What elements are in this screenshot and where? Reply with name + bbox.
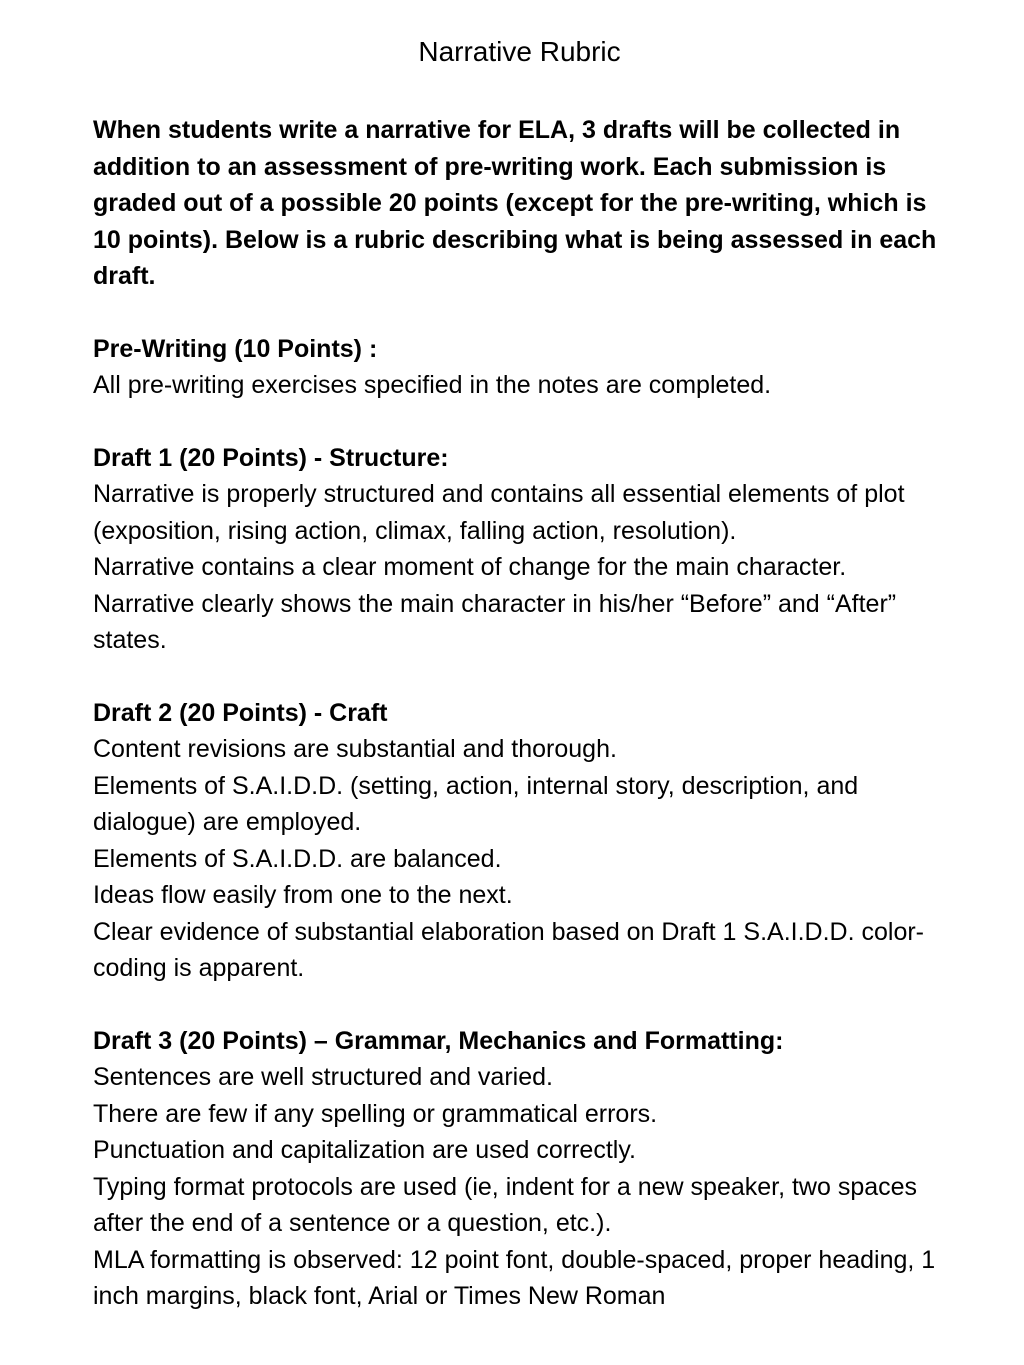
criterion-line: MLA formatting is observed: 12 point font, double-spaced, proper heading, 1 inch margins, black font, Arial or Times New Roman bbox=[93, 1245, 936, 1310]
section-heading: Draft 3 (20 Points) – Grammar, Mechanics and Formatting: bbox=[93, 1026, 784, 1055]
criterion-line: There are few if any spelling or grammatical errors. bbox=[93, 1099, 658, 1128]
criterion-line: Narrative is properly structured and contains all essential elements of plot (exposition, rising action, climax, falling action, resolution). bbox=[93, 480, 905, 545]
section-draft-3 bbox=[93, 1023, 952, 1315]
section-draft-2 bbox=[93, 695, 952, 987]
criterion-line: Sentences are well structured and varied. bbox=[93, 1063, 553, 1091]
criterion-line: Typing format protocols are used (ie, indent for a new speaker, two spaces after the end of a sentence or a question, etc.). bbox=[93, 1172, 918, 1237]
section-prewriting bbox=[93, 331, 952, 404]
criterion-line: Elements of S.A.I.D.D. are balanced. bbox=[93, 844, 502, 873]
criterion-line: Narrative clearly shows the main character in his/her “Before” and “After” states. bbox=[93, 589, 897, 654]
intro-paragraph: When students write a narrative for ELA, 3 drafts will be collected in addition to an assessment of pre-writing work. Each submission is graded out of a possible 20 points (except for the pre-writing, which is 10 points). Below is a rubric describing what is being assessed in each draft. bbox=[93, 116, 937, 290]
criterion-line: All pre-writing exercises specified in the notes are completed. bbox=[93, 371, 772, 399]
criterion-line: Punctuation and capitalization are used correctly. bbox=[93, 1136, 636, 1164]
section-heading: Draft 2 (20 Points) - Craft bbox=[93, 698, 388, 727]
criterion-line: Elements of S.A.I.D.D. (setting, action, internal story, description, and dialogue) are employed. bbox=[93, 771, 859, 836]
criterion-line: Ideas flow easily from one to the next. bbox=[93, 881, 513, 909]
section-draft-1 bbox=[93, 440, 952, 659]
criterion-line: Narrative contains a clear moment of change for the main character. bbox=[93, 553, 847, 581]
criterion-line: Content revisions are substantial and thorough. bbox=[93, 735, 617, 763]
document-title: Narrative Rubric bbox=[418, 36, 621, 67]
criterion-line: Clear evidence of substantial elaboration based on Draft 1 S.A.I.D.D. color-coding is apparent. bbox=[93, 917, 924, 982]
section-heading: Draft 1 (20 Points) - Structure: bbox=[93, 443, 449, 472]
section-heading: Pre-Writing (10 Points) : bbox=[93, 334, 378, 363]
